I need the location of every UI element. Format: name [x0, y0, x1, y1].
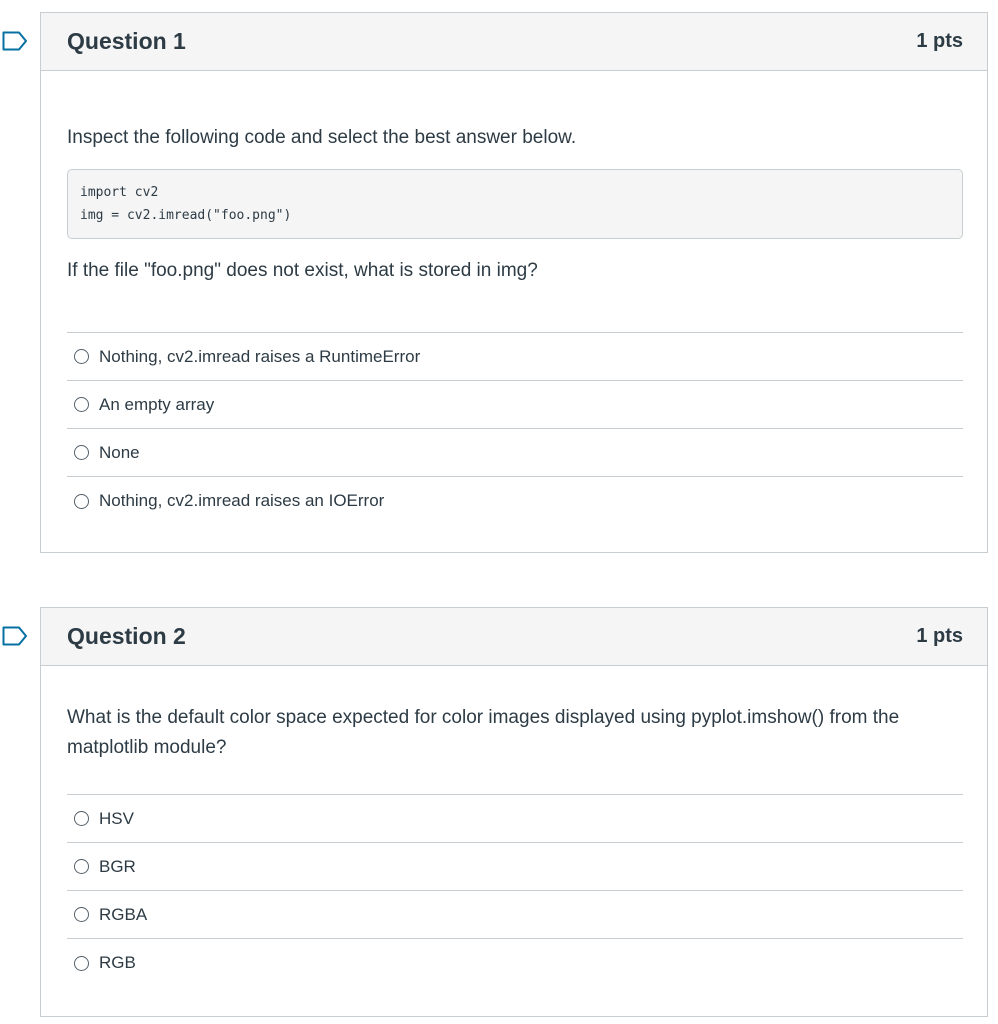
- question-text-line: matplotlib module?: [67, 737, 227, 758]
- answer-option[interactable]: [67, 333, 963, 381]
- question-points: 1 pts: [916, 30, 963, 52]
- question-text: [67, 703, 963, 763]
- code-line: img = cv2.imread("foo.png"): [80, 208, 292, 223]
- question-prompt: Inspect the following code and select the best answer below.: [67, 127, 577, 148]
- code-block: [67, 169, 963, 239]
- answer-option[interactable]: [67, 795, 963, 843]
- radio-button[interactable]: [74, 956, 89, 971]
- answer-label: None: [99, 442, 140, 462]
- flag-question-1-icon[interactable]: [2, 31, 28, 51]
- radio-button[interactable]: [74, 349, 89, 364]
- answer-label: HSV: [99, 808, 134, 828]
- answer-label: An empty array: [99, 394, 215, 414]
- answer-label: RGB: [99, 953, 136, 972]
- question-1-card: [40, 12, 988, 553]
- answer-label: BGR: [99, 856, 136, 876]
- question-points: 1 pts: [916, 625, 963, 647]
- radio-button[interactable]: [74, 907, 89, 922]
- answer-label: Nothing, cv2.imread raises a RuntimeError: [99, 346, 421, 366]
- radio-button[interactable]: [74, 397, 89, 412]
- answer-option[interactable]: [67, 939, 963, 987]
- answer-option[interactable]: [67, 843, 963, 891]
- radio-button[interactable]: [74, 494, 89, 509]
- radio-button[interactable]: [74, 859, 89, 874]
- answer-list: [67, 794, 963, 987]
- question-title: Question 1: [67, 28, 186, 54]
- answer-option[interactable]: [67, 891, 963, 939]
- question-2-body: [41, 703, 987, 987]
- code-line: import cv2: [80, 185, 159, 200]
- question-title: Question 2: [67, 623, 186, 649]
- question-1-header: [41, 13, 987, 71]
- answer-label: Nothing, cv2.imread raises an IOError: [99, 491, 385, 510]
- answer-list: [67, 332, 963, 525]
- radio-button[interactable]: [74, 445, 89, 460]
- question-text: If the file "foo.png" does not exist, what is stored in img?: [67, 260, 538, 281]
- question-2-card: [40, 607, 988, 1017]
- flag-question-2-icon[interactable]: [2, 626, 28, 646]
- answer-option[interactable]: [67, 429, 963, 477]
- question-1-body: [41, 123, 987, 525]
- answer-label: RGBA: [99, 904, 148, 924]
- radio-button[interactable]: [74, 811, 89, 826]
- question-2-header: [41, 608, 987, 666]
- question-text-line: What is the default color space expected for color images displayed using pyplot.imshow() from the: [67, 707, 900, 728]
- answer-option[interactable]: [67, 477, 963, 525]
- answer-option[interactable]: [67, 381, 963, 429]
